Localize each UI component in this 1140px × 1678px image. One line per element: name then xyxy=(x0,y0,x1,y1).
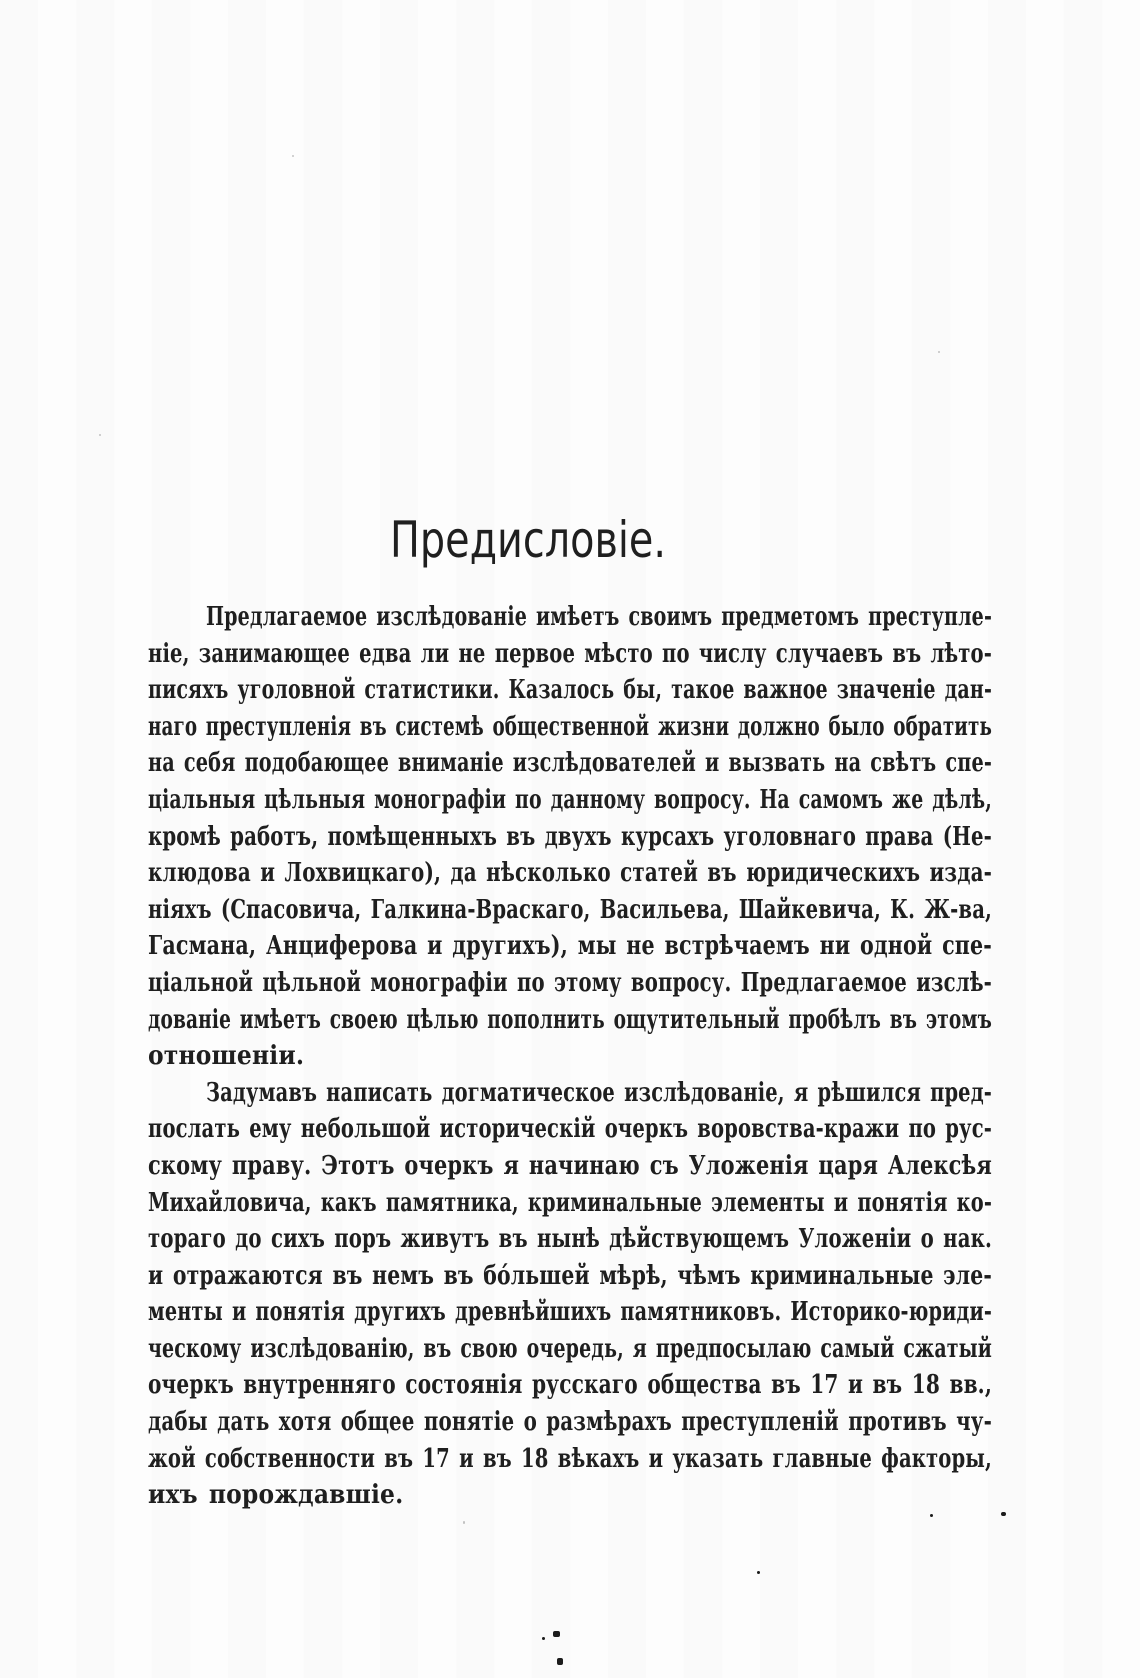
text-line-content: ніяхъ (Спасовича, Галкина-Враскаго, Васильева, Шайкевича, К. Ж-ва, xyxy=(148,894,992,925)
text-line-content: Михайловича, какъ памятника, криминальные элементы и понятія ко- xyxy=(148,1187,993,1218)
text-line-content: жой собственности въ 17 и въ 18 вѣкахъ и указать главные факторы, xyxy=(148,1443,992,1474)
text-line xyxy=(148,1294,992,1331)
text-line-content: ціальныя цѣльныя монографіи по данному вопросу. На самомъ же дѣлѣ, xyxy=(148,784,992,815)
text-line xyxy=(148,1258,992,1295)
text-line xyxy=(148,745,992,782)
text-line-content: и отражаются въ немъ въ бо́льшей мѣрѣ, чѣмъ криминальные эле- xyxy=(148,1260,992,1291)
text-line xyxy=(148,1367,992,1404)
text-line xyxy=(148,855,992,892)
ink-speck xyxy=(99,434,101,436)
text-line-content: отношеніи. xyxy=(148,1041,305,1072)
text-line-content: кромѣ работъ, помѣщенныхъ въ двухъ курсахъ уголовнаго права (Не- xyxy=(148,821,992,852)
text-line xyxy=(148,1111,992,1148)
text-line-content: тораго до сихъ поръ живутъ въ нынѣ дѣйствующемъ Уложеніи о нак. xyxy=(148,1224,992,1255)
text-line xyxy=(148,1221,992,1258)
text-line xyxy=(148,1038,992,1075)
text-line xyxy=(148,782,992,819)
text-line-content: дабы дать хотя общее понятіе о размѣрахъ преступленій противъ чу- xyxy=(148,1407,992,1438)
text-line xyxy=(148,672,992,709)
text-line-content: ческому изслѣдованію, въ свою очередь, я предпосылаю самый сжатый xyxy=(148,1333,993,1364)
ink-speck xyxy=(553,1631,560,1637)
text-line xyxy=(148,892,992,929)
text-line xyxy=(148,928,992,965)
text-line xyxy=(148,636,992,673)
ink-speck xyxy=(757,1571,760,1574)
ink-speck xyxy=(542,1637,545,1640)
text-line-content: ціальной цѣльной монографіи по этому вопросу. Предлагаемое изслѣ- xyxy=(148,967,992,998)
page-title-text: Предисловіе. xyxy=(390,511,666,569)
text-line xyxy=(148,965,992,1002)
ink-speck xyxy=(557,1658,563,1665)
text-line xyxy=(148,1185,992,1222)
text-line-content: наго преступленія въ системѣ общественной жизни должно было обратить xyxy=(148,711,992,742)
text-line xyxy=(148,1148,992,1185)
text-line-content: Гасмана, Анциферова и другихъ), мы не встрѣчаемъ ни одной спе- xyxy=(148,931,992,962)
text-line-content: дованіе имѣетъ своею цѣлью пополнить ощутительный пробѣлъ въ этомъ xyxy=(148,1004,992,1035)
ink-speck xyxy=(463,1521,465,1524)
ink-speck xyxy=(938,351,940,353)
text-line-content: ніе, занимающее едва ли не первое мѣсто по числу случаевъ въ лѣто- xyxy=(148,638,992,669)
text-line xyxy=(148,1075,992,1112)
page-title xyxy=(390,511,666,570)
text-line-content: писяхъ уголовной статистики. Казалось бы, такое важное значеніе дан- xyxy=(148,675,992,706)
text-line-content: ихъ порождавшіе. xyxy=(148,1480,404,1511)
text-line xyxy=(148,1477,992,1514)
text-line xyxy=(148,1404,992,1441)
text-line-content: скому праву. Этотъ очеркъ я начинаю съ Уложенія царя Алексѣя xyxy=(148,1150,992,1181)
text-line-content: Задумавъ написать догматическое изслѣдованіе, я рѣшился пред- xyxy=(206,1077,992,1108)
text-line-content: Предлагаемое изслѣдованіе имѣетъ своимъ предметомъ преступле- xyxy=(206,602,992,632)
text-line xyxy=(148,1002,992,1039)
text-line-content: менты и понятія другихъ древнѣйшихъ памятниковъ. Историко-юриди- xyxy=(148,1297,992,1328)
text-line-content: клюдова и Лохвицкаго), да нѣсколько статей въ юридическихъ изда- xyxy=(148,858,992,889)
text-line xyxy=(148,1331,992,1368)
text-line-content: очеркъ внутренняго состоянія русскаго общества въ 17 и въ 18 вв., xyxy=(148,1370,992,1401)
text-line xyxy=(148,709,992,746)
text-line xyxy=(148,819,992,856)
ink-speck xyxy=(930,1514,933,1517)
ink-speck xyxy=(1001,1512,1006,1516)
text-line xyxy=(148,1441,992,1478)
ink-speck xyxy=(292,155,294,157)
text-line-content: послать ему небольшой историческій очеркъ воровства-кражи по рус- xyxy=(148,1114,992,1145)
page-body xyxy=(148,599,992,1514)
text-line-content: на себя подобающее вниманіе изслѣдователей и вызвать на свѣтъ спе- xyxy=(148,748,992,779)
text-line xyxy=(148,599,992,636)
